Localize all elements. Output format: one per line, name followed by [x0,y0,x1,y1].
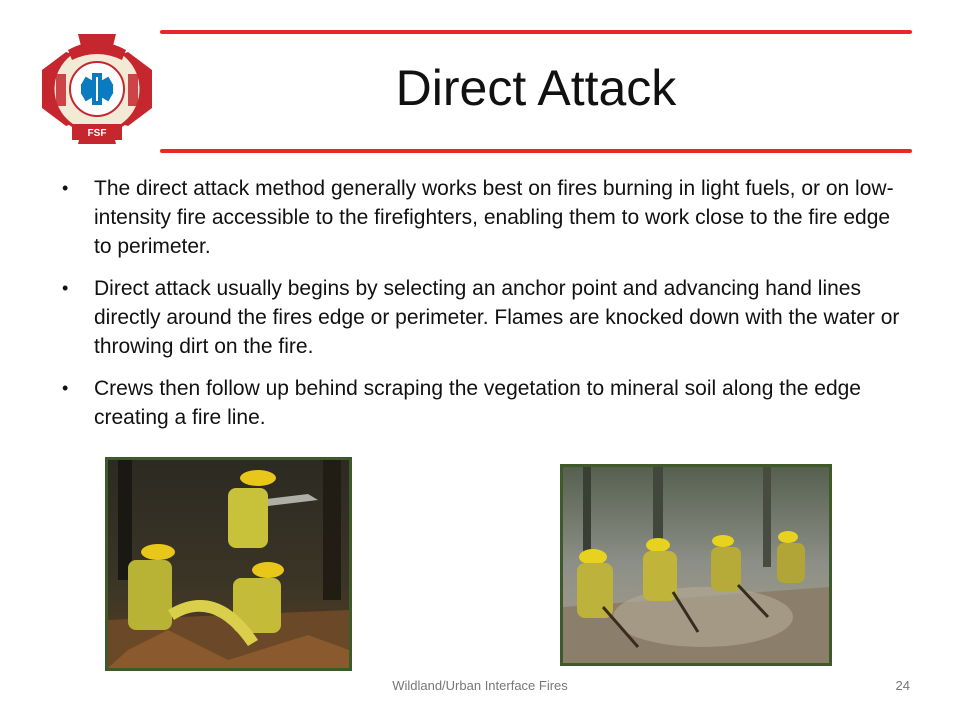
bullet-dot-icon: • [62,178,69,198]
bullet-text: The direct attack method generally works best on fires burning in light fuels, or on low-intensity fire accessible to the firefighters, enabling them to work close to the fire edge to perimeter. [94,177,894,258]
bullet-item [60,374,900,432]
slide-title: Direct Attack [395,60,677,116]
bullet-item [60,174,900,261]
title-rule-top [160,30,912,34]
slide-footer: Wildland/Urban Interface Fires [392,678,568,693]
logo-fsf-text: FSF [87,128,107,139]
firefighters-support-foundation-logo [38,30,156,148]
bullet-item [60,274,900,361]
bullet-dot-icon: • [62,278,69,298]
crew-digging-fireline-photo [560,464,832,666]
title-rule-bottom [160,149,912,153]
bullet-text: Direct attack usually begins by selecting an anchor point and advancing hand lines directly around the fires edge or perimeter. Flames are knocked down with the water or throwing dirt on the fire. [94,277,900,358]
bullet-dot-icon: • [62,378,69,398]
page-number: 24 [895,678,910,693]
firefighters-hose-photo [105,457,352,671]
bullet-list [60,174,900,445]
bullet-text: Crews then follow up behind scraping the vegetation to mineral soil along the edge creating a fire line. [94,377,861,429]
